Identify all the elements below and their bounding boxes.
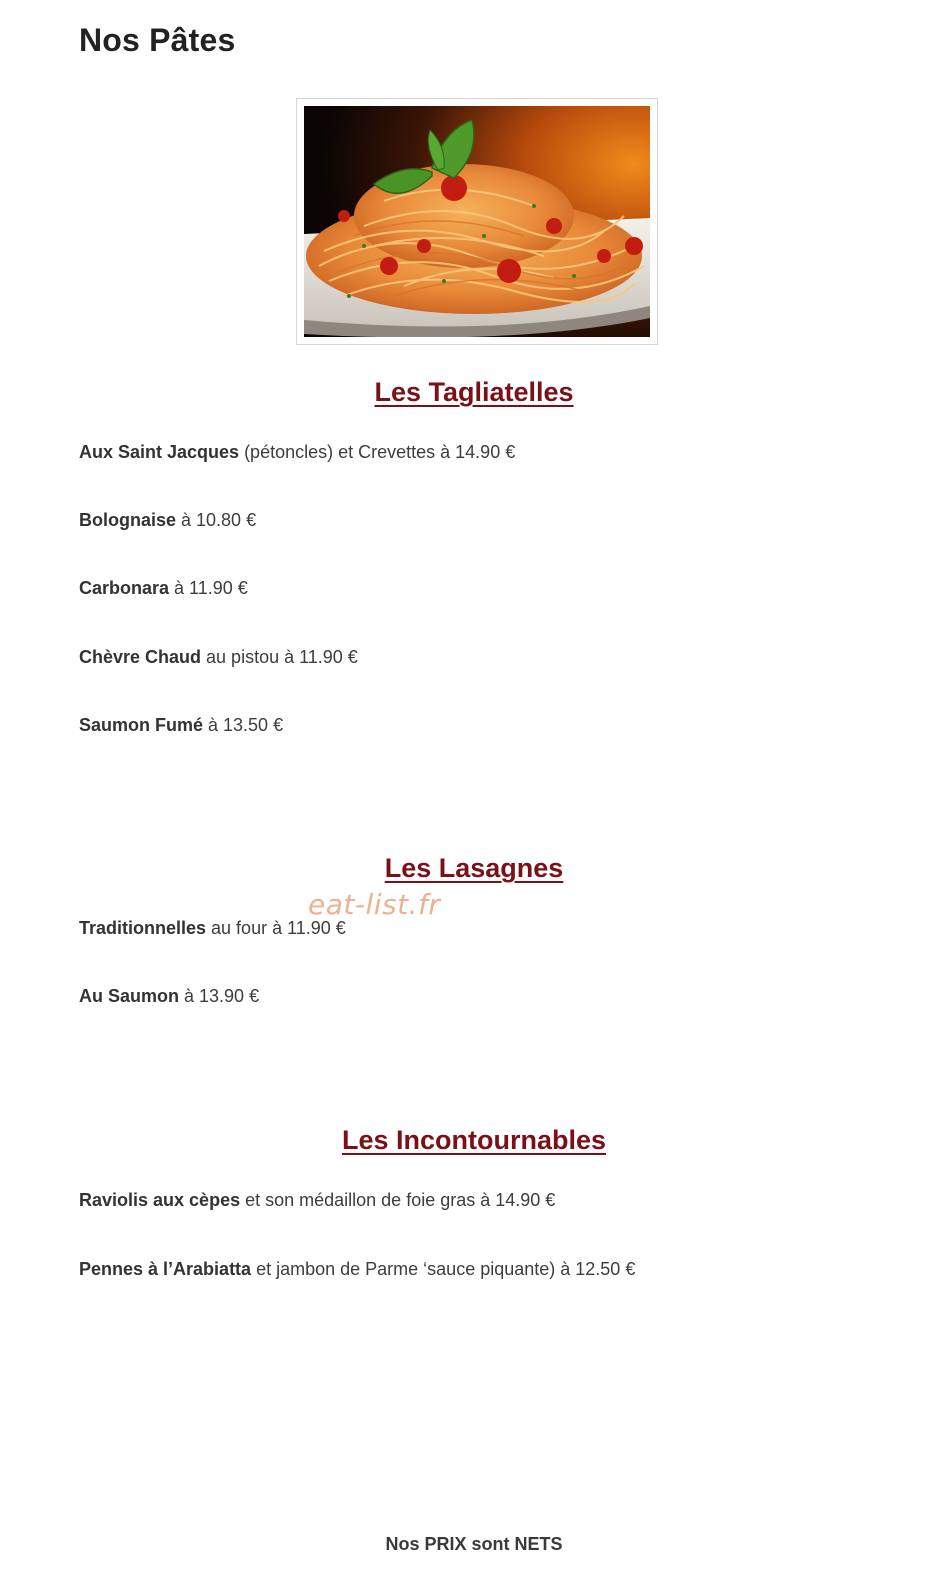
dish-details: à 13.50 € — [203, 715, 284, 735]
watermark: eat-list.fr — [308, 888, 441, 921]
section-heading-lasagnes: Les Lasagnes — [384, 853, 564, 883]
dish-name: Carbonara — [79, 578, 170, 598]
footer-note: Nos PRIX sont NETS — [385, 1534, 563, 1554]
dish-details: et son médaillon de foie gras à 14.90 € — [240, 1190, 556, 1210]
pasta-photo — [296, 98, 658, 345]
dish-name: Aux Saint Jacques — [79, 442, 240, 462]
menu-item — [79, 510, 256, 531]
menu-item — [79, 578, 248, 599]
dish-details: à 13.90 € — [179, 986, 260, 1006]
dish-details: à 11.90 € — [169, 578, 248, 598]
spaghetti-plate-image — [304, 106, 650, 337]
menu-item — [79, 1190, 555, 1211]
dish-details: (pétoncles) et Crevettes à 14.90 € — [239, 442, 516, 462]
dish-details: et jambon de Parme ‘sauce piquante) à 12.50 € — [251, 1259, 636, 1279]
menu-item — [79, 442, 515, 463]
dish-details: au four à 11.90 € — [206, 918, 346, 938]
dish-details: à 10.80 € — [176, 510, 257, 530]
section-heading-tagliatelles: Les Tagliatelles — [374, 377, 574, 407]
dish-name: Pennes à l’Arabiatta — [79, 1259, 252, 1279]
menu-item — [79, 647, 358, 668]
dish-details: au pistou à 11.90 € — [201, 647, 358, 667]
menu-item — [79, 1259, 635, 1280]
dish-name: Traditionnelles — [79, 918, 207, 938]
menu-item — [79, 918, 346, 939]
dish-name: Chèvre Chaud — [79, 647, 202, 667]
dish-name: Raviolis aux cèpes — [79, 1190, 241, 1210]
section-heading-incontournables: Les Incontournables — [341, 1125, 607, 1155]
page-title: Nos Pâtes — [79, 22, 236, 58]
menu-item — [79, 986, 259, 1007]
dish-name: Bolognaise — [79, 510, 177, 530]
dish-name: Saumon Fumé — [79, 715, 204, 735]
dish-name: Au Saumon — [79, 986, 180, 1006]
menu-item — [79, 715, 283, 736]
